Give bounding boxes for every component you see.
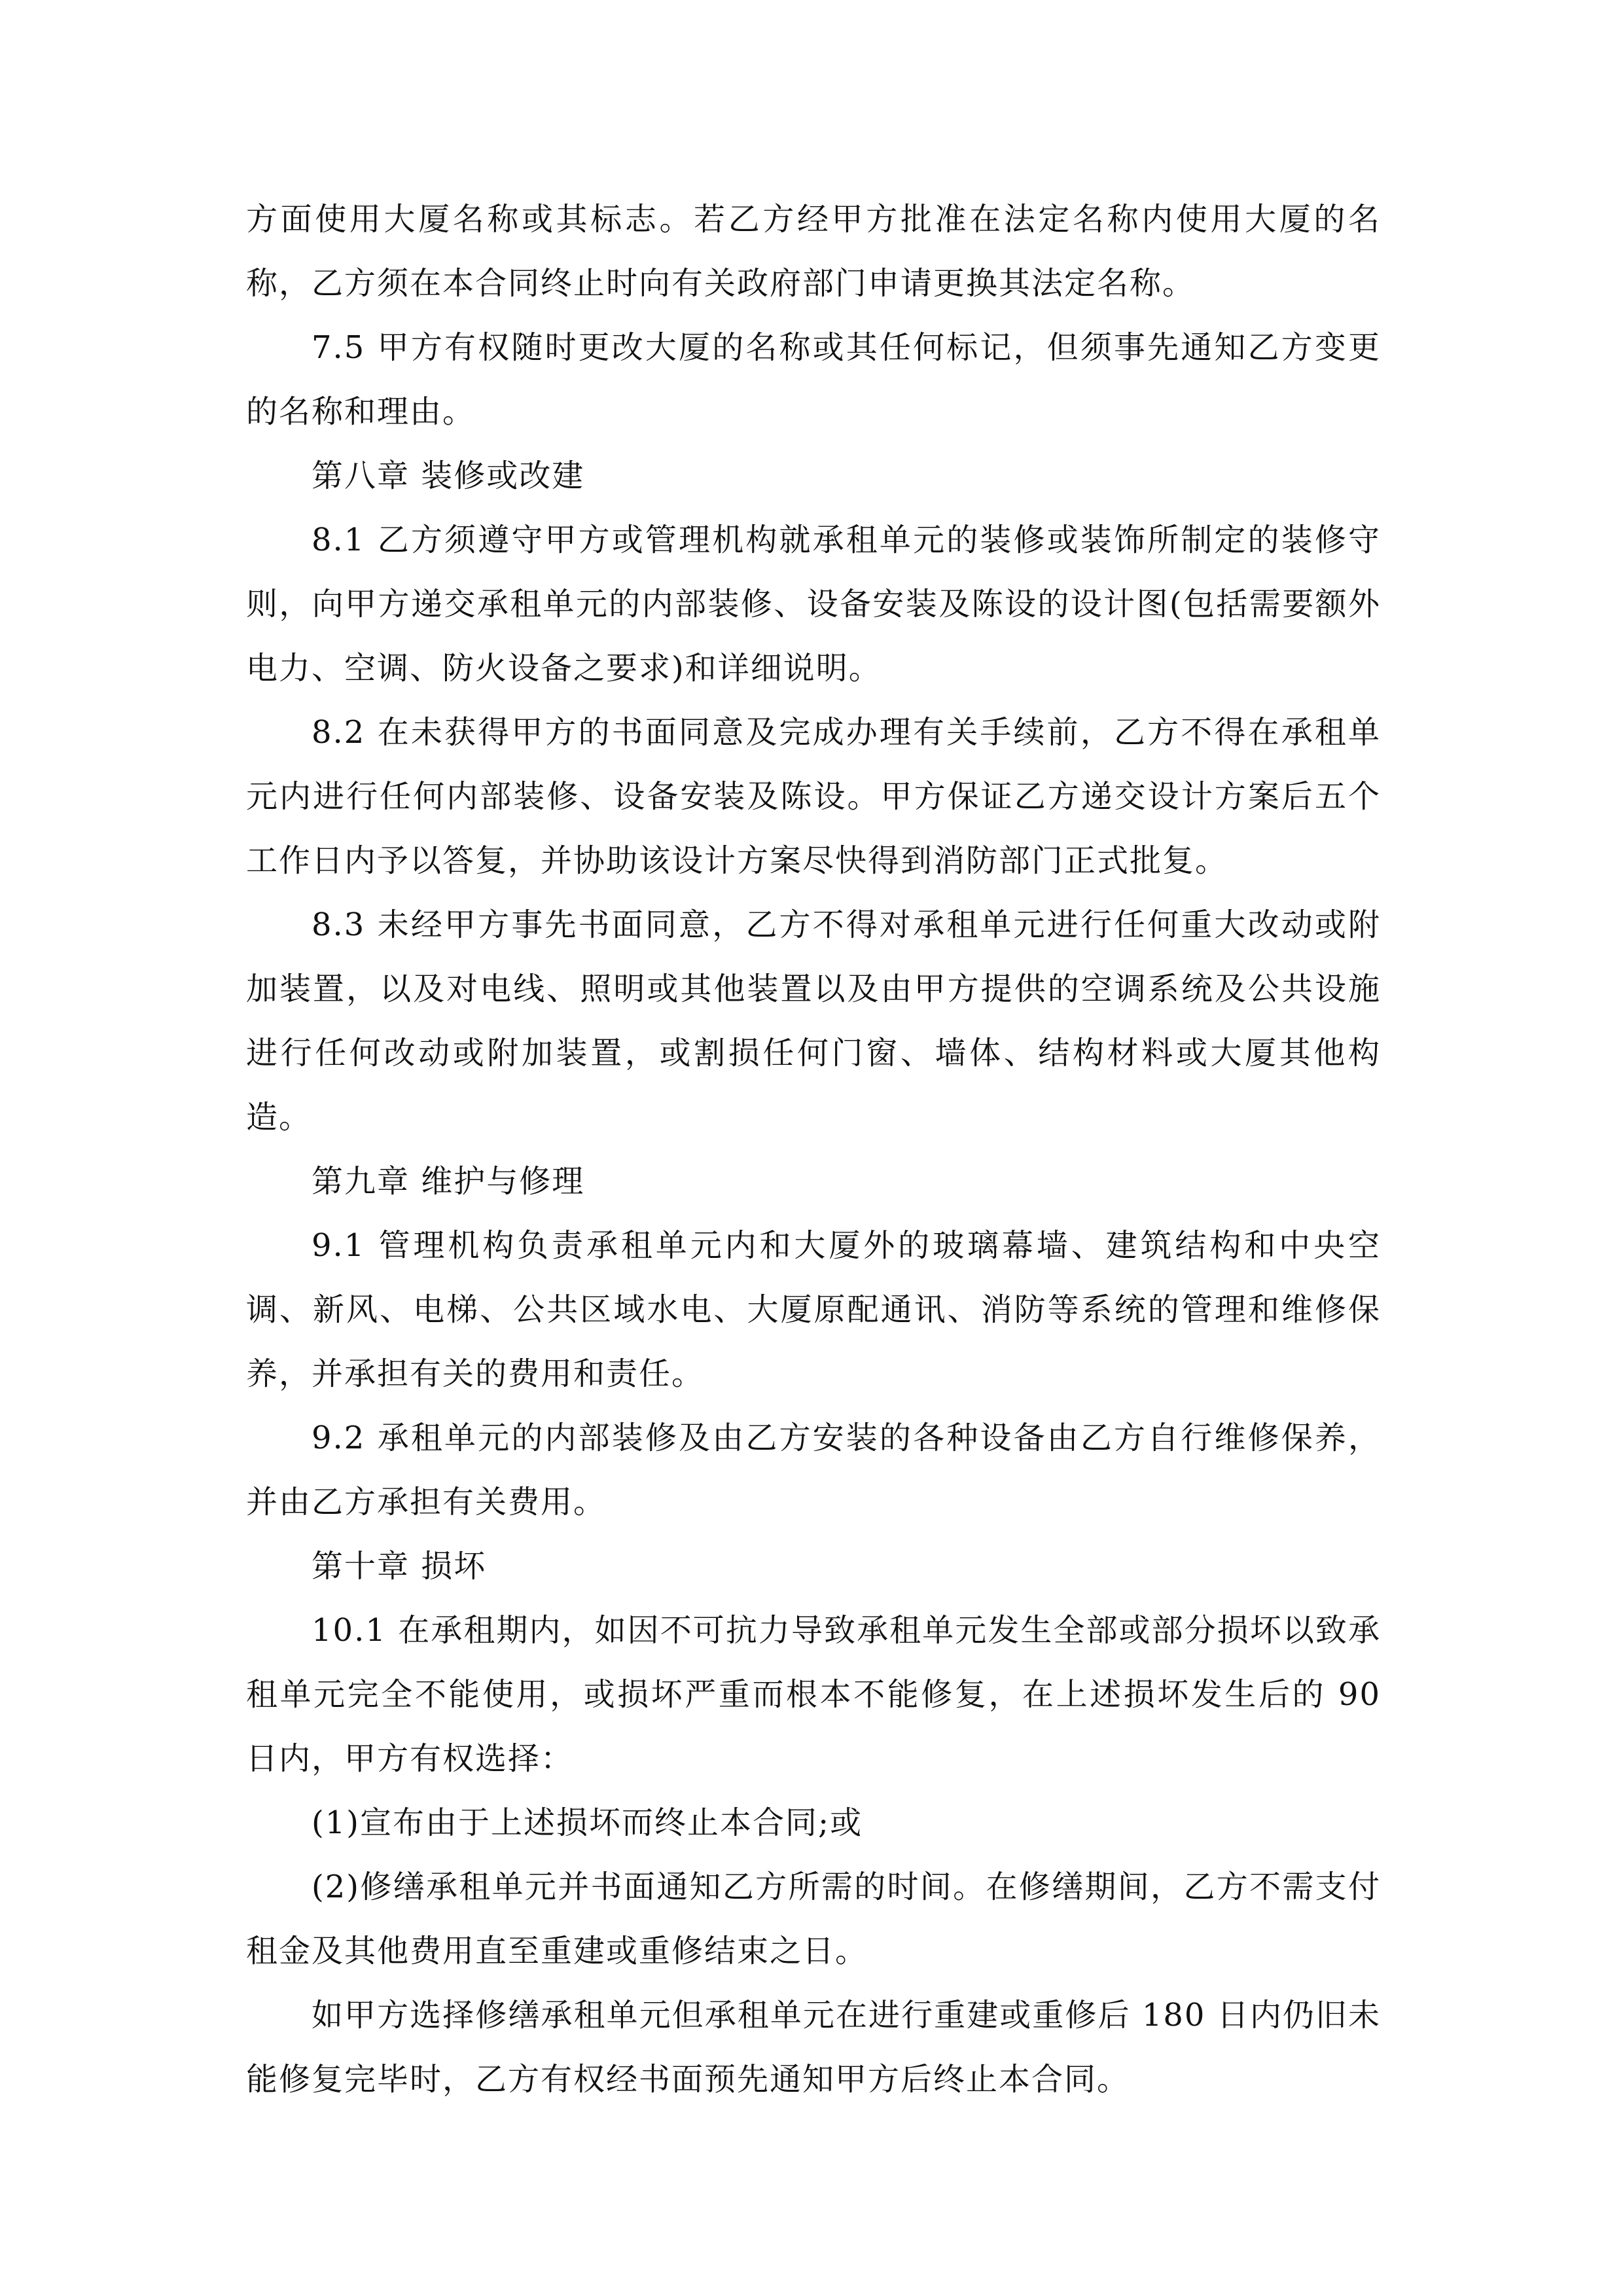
paragraph-7-5: 7.5 甲方有权随时更改大厦的名称或其任何标记，但须事先通知乙方变更的名称和理由。: [246, 329, 1381, 430]
document-body: [246, 187, 1381, 2111]
paragraph-7-4-continued: 方面使用大厦名称或其标志。若乙方经甲方批准在法定名称内使用大厦的名称，乙方须在本合同终止时向有关政府部门申请更换其法定名称。: [246, 201, 1381, 302]
chapter-heading-9: 第九章 维护与修理: [312, 1163, 585, 1200]
paragraph-10-1-termination: 如甲方选择修缮承租单元但承租单元在进行重建或重修后 180 日内仍旧未能修复完毕时，乙方有权经书面预先通知甲方后终止本合同。: [246, 1997, 1381, 2098]
paragraph-8-2: 8.2 在未获得甲方的书面同意及完成办理有关手续前，乙方不得在承租单元内进行任何内部装修、设备安装及陈设。甲方保证乙方递交设计方案后五个工作日内予以答复，并协助该设计方案尽快得到消防部门正式批复。: [246, 714, 1381, 879]
paragraph-9-2: 9.2 承租单元的内部装修及由乙方安装的各种设备由乙方自行维修保养，并由乙方承担有关费用。: [246, 1420, 1381, 1520]
paragraph-8-3: 8.3 未经甲方事先书面同意，乙方不得对承租单元进行任何重大改动或附加装置，以及对电线、照明或其他装置以及由甲方提供的空调系统及公共设施进行任何改动或附加装置，或割损任何门窗、墙体、结构材料或大厦其他构造。: [246, 906, 1381, 1136]
paragraph-9-1: 9.1 管理机构负责承租单元内和大厦外的玻璃幕墙、建筑结构和中央空调、新风、电梯、公共区域水电、大厦原配通讯、消防等系统的管理和维修保养，并承担有关的费用和责任。: [246, 1227, 1381, 1392]
paragraph-10-1-option-1: (1)宣布由于上述损坏而终止本合同;或: [312, 1804, 863, 1841]
paragraph-8-1: 8.1 乙方须遵守甲方或管理机构就承租单元的装修或装饰所制定的装修守则，向甲方递交承租单元的内部装修、设备安装及陈设的设计图(包括需要额外电力、空调、防火设备之要求)和详细说明。: [246, 522, 1381, 687]
chapter-heading-8: 第八章 装修或改建: [312, 457, 585, 494]
chapter-heading-10: 第十章 损坏: [312, 1548, 487, 1585]
paragraph-10-1-option-2: (2)修缮承租单元并书面通知乙方所需的时间。在修缮期间，乙方不需支付租金及其他费用直至重建或重修结束之日。: [246, 1869, 1381, 1969]
paragraph-10-1: 10.1 在承租期内，如因不可抗力导致承租单元发生全部或部分损坏以致承租单元完全不能使用，或损坏严重而根本不能修复，在上述损坏发生后的 90 日内，甲方有权选择：: [246, 1612, 1381, 1777]
